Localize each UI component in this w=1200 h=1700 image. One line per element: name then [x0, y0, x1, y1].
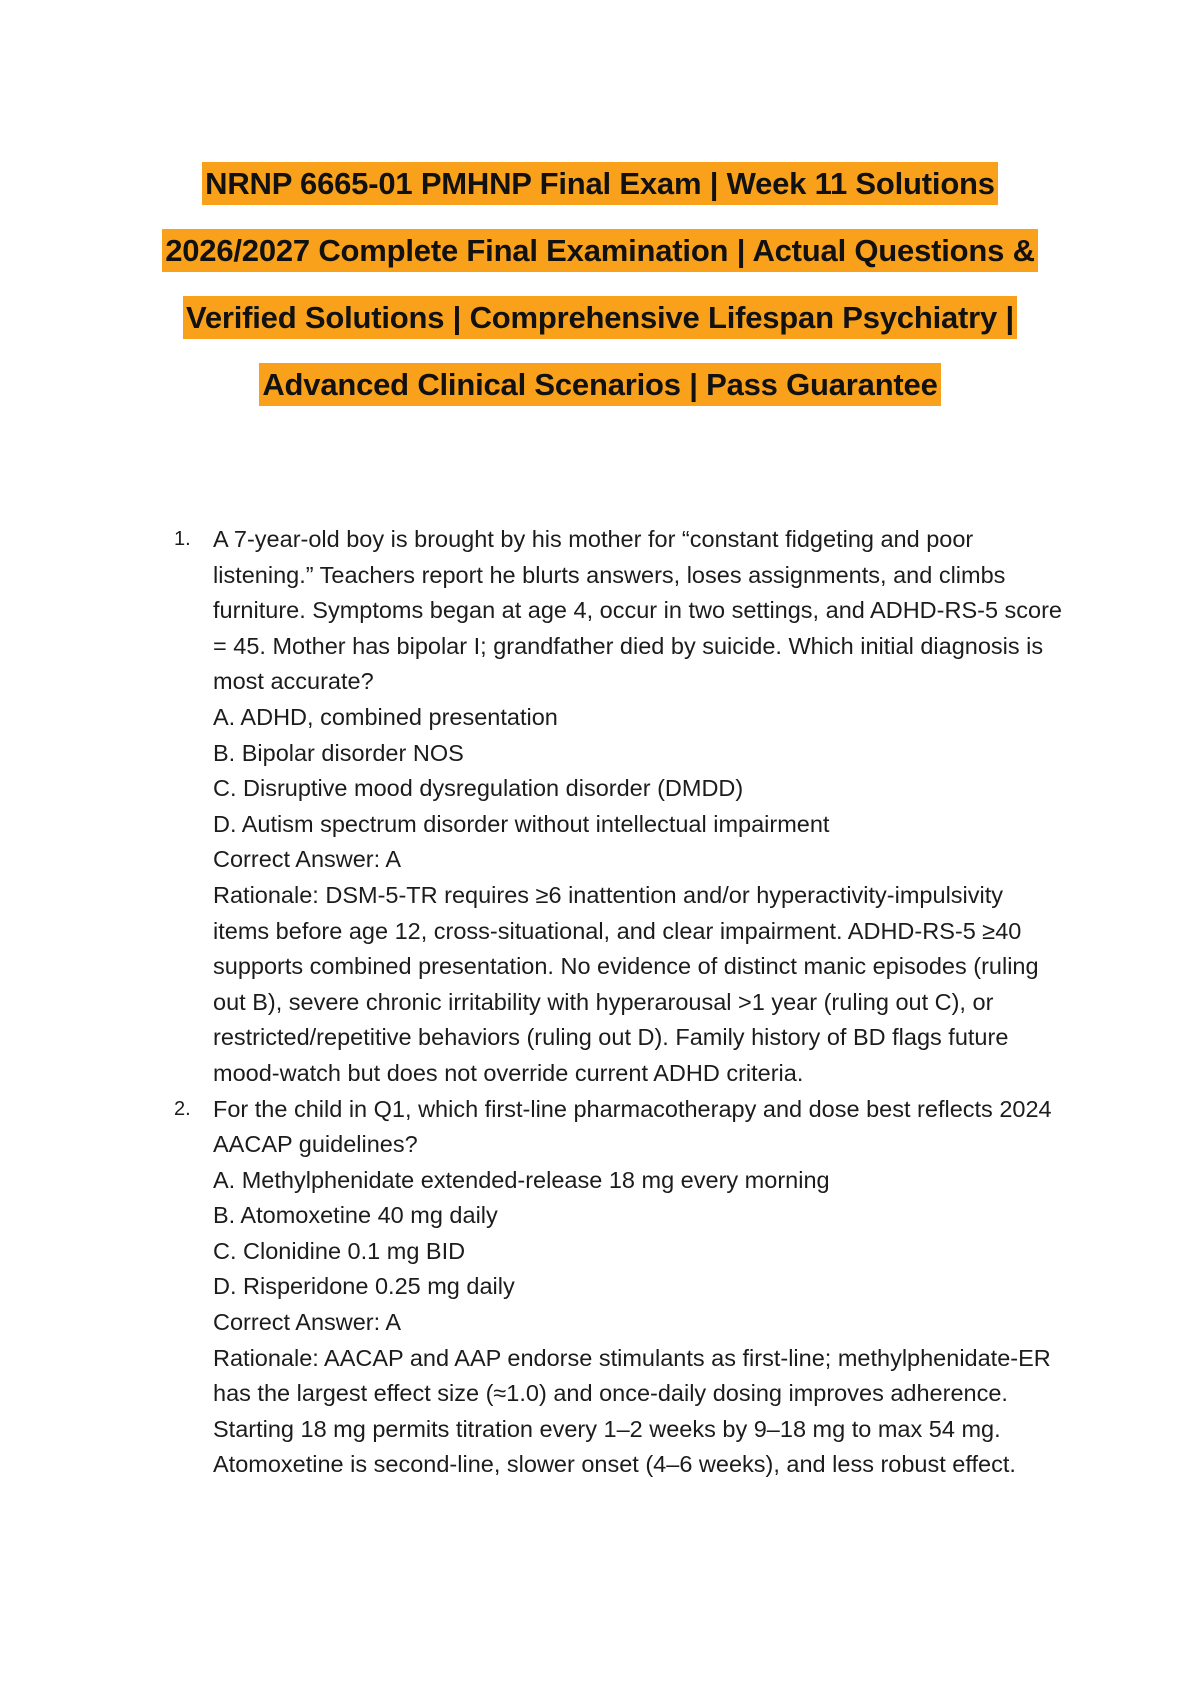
- rationale-line: Starting 18 mg permits titration every 1–2 weeks by 9–18 mg to max 54 mg.: [213, 1415, 1001, 1442]
- question-stem-line: furniture. Symptoms began at age 4, occur in two settings, and ADHD-RS-5 score: [213, 597, 1063, 624]
- correct-answer: Correct Answer: A: [213, 1309, 402, 1336]
- question-stem-line: For the child in Q1, which first-line pharmacotherapy and dose best reflects 2024: [213, 1095, 1052, 1122]
- rationale-line: has the largest effect size (≈1.0) and once-daily dosing improves adherence.: [213, 1380, 1008, 1407]
- rationale-line: items before age 12, cross-situational, and clear impairment. ADHD-RS-5 ≥40: [213, 917, 1022, 944]
- answer-option-b: B. Bipolar disorder NOS: [213, 739, 464, 766]
- answer-option-c: C. Clonidine 0.1 mg BID: [213, 1237, 466, 1264]
- question-stem-line: A 7-year-old boy is brought by his mother for “constant fidgeting and poor: [213, 526, 974, 552]
- rationale-line: restricted/repetitive behaviors (ruling out D). Family history of BD flags future: [213, 1024, 1009, 1051]
- correct-answer: Correct Answer: A: [213, 846, 402, 873]
- question-stem-line: AACAP guidelines?: [213, 1131, 418, 1158]
- answer-option-a: A. Methylphenidate extended-release 18 mg every morning: [213, 1166, 830, 1193]
- question-list: [170, 522, 1070, 1483]
- question-2: [170, 1092, 1070, 1484]
- answer-option-a: A. ADHD, combined presentation: [213, 703, 558, 730]
- title-line: [110, 217, 1090, 284]
- answer-option-b: B. Atomoxetine 40 mg daily: [213, 1202, 498, 1229]
- question-stem-line: listening.” Teachers report he blurts answers, loses assignments, and climbs: [213, 561, 1006, 588]
- title-line: [110, 284, 1090, 351]
- question-stem-line: = 45. Mother has bipolar I; grandfather died by suicide. Which initial diagnosis is: [213, 632, 1044, 659]
- answer-option-c: C. Disruptive mood dysregulation disorder (DMDD): [213, 775, 744, 802]
- title-line-text: Advanced Clinical Scenarios | Pass Guarantee: [259, 363, 940, 406]
- title-line-text: 2026/2027 Complete Final Examination | Actual Questions &: [162, 229, 1038, 272]
- question-stem-line: most accurate?: [213, 668, 374, 695]
- title-line-text: Verified Solutions | Comprehensive Lifespan Psychiatry |: [183, 296, 1017, 339]
- rationale-line: Atomoxetine is second-line, slower onset (4–6 weeks), and less robust effect.: [213, 1451, 1016, 1478]
- rationale-line: Rationale: AACAP and AAP endorse stimulants as first-line; methylphenidate-ER: [213, 1344, 1051, 1371]
- question-number: 1.: [174, 528, 191, 550]
- answer-option-d: D. Autism spectrum disorder without intellectual impairment: [213, 810, 830, 837]
- title-line: [110, 351, 1090, 418]
- question-number: 2.: [174, 1097, 191, 1120]
- question-1: [170, 522, 1070, 1092]
- answer-option-d: D. Risperidone 0.25 mg daily: [213, 1273, 515, 1300]
- title-line: [110, 150, 1090, 217]
- rationale-line: supports combined presentation. No evidence of distinct manic episodes (ruling: [213, 953, 1039, 980]
- rationale-line: Rationale: DSM-5-TR requires ≥6 inattention and/or hyperactivity-impulsivity: [213, 881, 1004, 908]
- rationale-line: out B), severe chronic irritability with hyperarousal >1 year (ruling out C), or: [213, 988, 994, 1015]
- title-line-text: NRNP 6665-01 PMHNP Final Exam | Week 11 Solutions: [202, 162, 998, 205]
- rationale-line: mood-watch but does not override current ADHD criteria.: [213, 1059, 804, 1086]
- document-title: [110, 150, 1090, 418]
